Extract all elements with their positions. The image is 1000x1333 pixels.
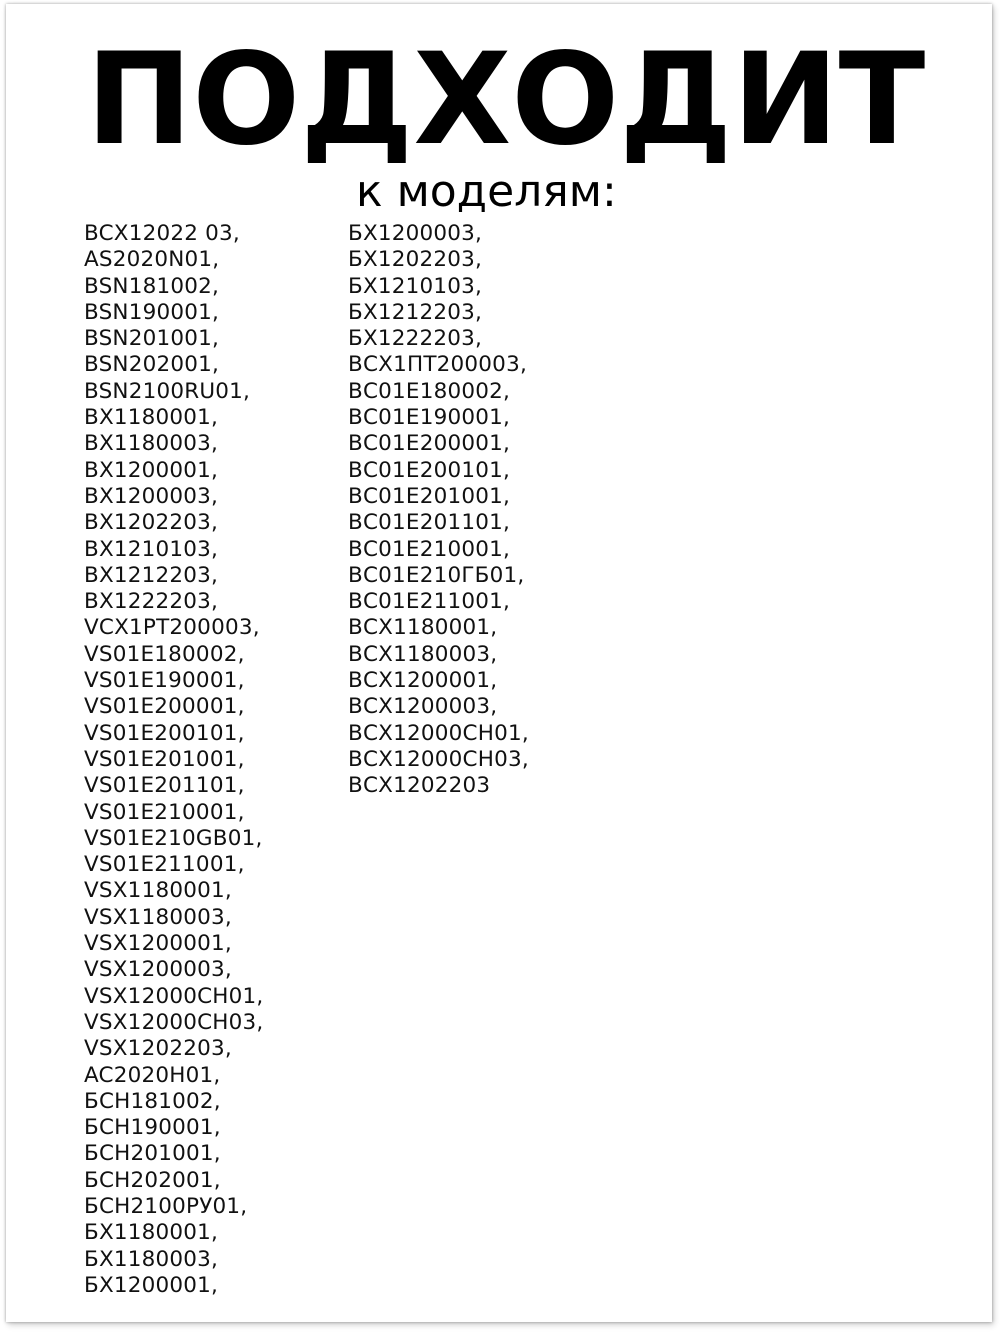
model-item: BX1222203,: [84, 589, 219, 615]
model-item: BSN2100RU01,: [84, 378, 251, 404]
model-item: ВС01Е201001,: [348, 483, 511, 509]
model-item: ВСХ1200001,: [348, 668, 498, 694]
model-item: БСН2100РУ01,: [84, 1193, 248, 1219]
model-item: BSN201001,: [84, 326, 220, 352]
model-item: ВС01Е200001,: [348, 431, 511, 457]
model-item: БСН202001,: [84, 1167, 221, 1193]
model-item: ВС01Е211001,: [348, 589, 511, 615]
model-item: BSN181002,: [84, 273, 220, 299]
model-item: БХ1210103,: [348, 273, 483, 299]
model-item: ВС01Е190001,: [348, 405, 511, 431]
model-item: VS01E200001,: [84, 694, 245, 720]
model-item: BX1202203,: [84, 510, 219, 536]
model-item: ВС01Е201101,: [348, 510, 511, 536]
model-item: BX1200001,: [84, 457, 219, 483]
model-item: БСН190001,: [84, 1115, 221, 1141]
model-item: ВСХ12000СН03,: [348, 746, 529, 772]
model-item: VS01E201001,: [84, 746, 245, 772]
model-item: VSX1200003,: [84, 957, 232, 983]
model-item: VS01E180002,: [84, 641, 245, 667]
page-subtitle: к моделям:: [356, 166, 617, 217]
model-item: БХ1200001,: [84, 1272, 219, 1298]
model-item: VS01E210001,: [84, 799, 245, 825]
model-item: БХ1180001,: [84, 1220, 219, 1246]
model-item: VS01E201101,: [84, 773, 245, 799]
model-item: VS01E211001,: [84, 852, 245, 878]
model-item: BCX12022 03,: [84, 221, 240, 246]
model-item: BSN202001,: [84, 352, 220, 378]
model-item: VSX1180001,: [84, 878, 232, 904]
model-item: БХ1202203,: [348, 247, 483, 273]
model-item: VS01E200101,: [84, 720, 245, 746]
model-item: VSX1202203,: [84, 1036, 232, 1062]
model-item: VS01E210GB01,: [84, 825, 263, 851]
models-column-1: [84, 221, 263, 1299]
model-item: ВСХ1202203: [348, 773, 491, 799]
model-item: БХ1222203,: [348, 326, 483, 352]
model-item: ВС01Е180002,: [348, 378, 511, 404]
model-item: БСН201001,: [84, 1141, 221, 1167]
model-item: БХ1180003,: [84, 1246, 219, 1272]
model-item: VSX12000CH03,: [84, 1009, 264, 1035]
model-item: БХ1200003,: [348, 221, 483, 246]
model-item: ВСХ1180001,: [348, 615, 498, 641]
model-item: BX1200003,: [84, 483, 219, 509]
page-sheet: [6, 4, 992, 1322]
model-item: БСН181002,: [84, 1088, 221, 1114]
model-item: BX1212203,: [84, 562, 219, 588]
model-item: AC2020H01,: [84, 1062, 221, 1088]
models-column-2: [348, 221, 529, 800]
model-item: BX1210103,: [84, 536, 219, 562]
model-item: VS01E190001,: [84, 668, 245, 694]
model-item: ВС01Е210ГБ01,: [348, 562, 525, 588]
model-item: ВС01Е200101,: [348, 457, 511, 483]
model-item: БХ1212203,: [348, 299, 483, 325]
model-item: ВСХ1180003,: [348, 641, 498, 667]
model-item: BX1180003,: [84, 431, 219, 457]
model-item: BX1180001,: [84, 405, 219, 431]
model-item: VSX1180003,: [84, 904, 232, 930]
model-item: VSX1200001,: [84, 931, 232, 957]
model-item: ВСХ1ПТ200003,: [348, 352, 527, 378]
model-item: ВСХ12000СН01,: [348, 720, 529, 746]
model-item: ВС01Е210001,: [348, 536, 511, 562]
page-title: ПОДХОДИТ: [86, 25, 926, 173]
model-item: VCX1PT200003,: [84, 615, 260, 641]
model-item: ВСХ1200003,: [348, 694, 498, 720]
model-item: AS2020N01,: [84, 247, 220, 273]
model-item: VSX12000CH01,: [84, 983, 264, 1009]
model-item: BSN190001,: [84, 299, 220, 325]
